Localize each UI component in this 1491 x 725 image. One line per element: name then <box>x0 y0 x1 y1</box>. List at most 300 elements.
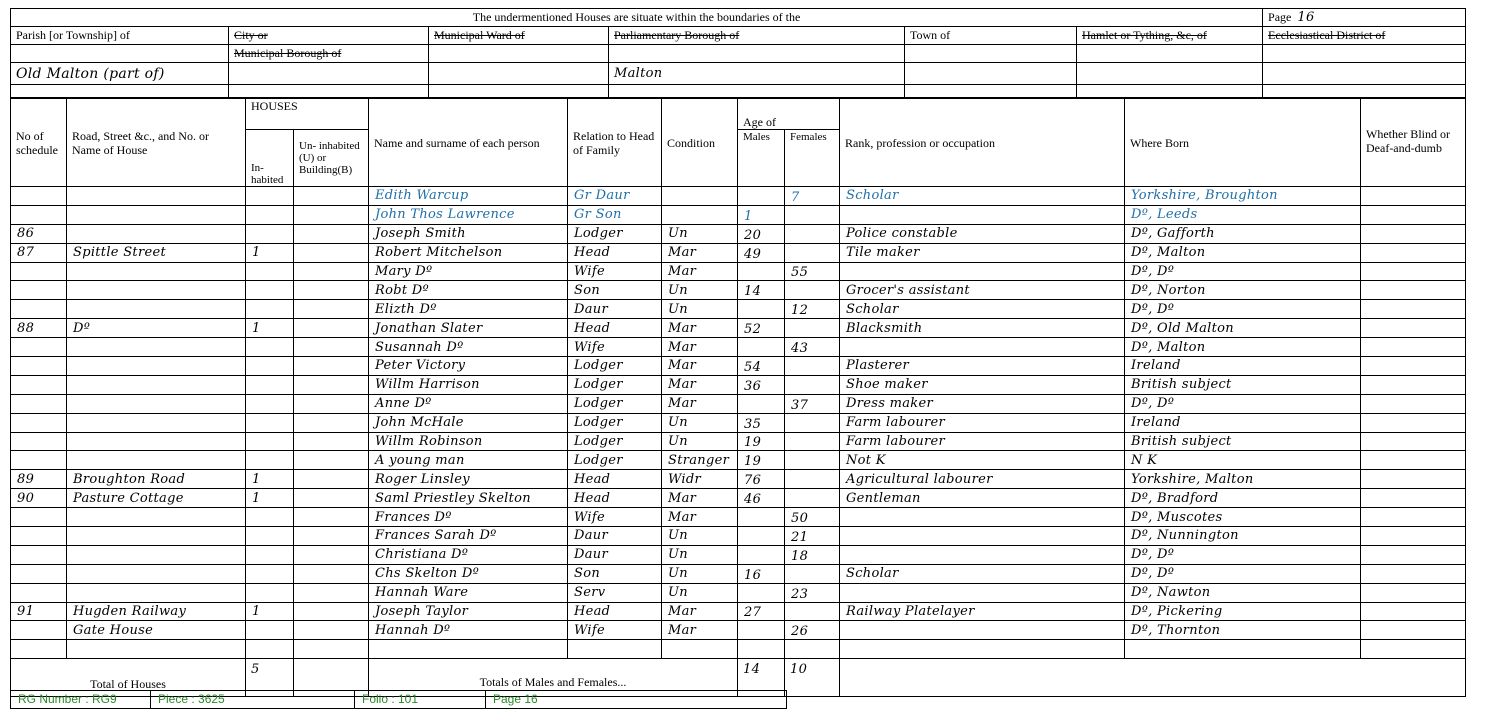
occupation-cell: Police constable <box>840 224 1125 243</box>
relation-cell: Head <box>568 243 662 262</box>
table-row <box>11 602 1466 621</box>
occupation-cell: Farm labourer <box>840 413 1125 432</box>
total-houses-label: Total of Houses <box>11 659 246 697</box>
road-cell: Spittle Street <box>67 243 246 262</box>
inhabited-cell <box>246 394 294 413</box>
blind-cell <box>1361 243 1466 262</box>
relation-cell: Daur <box>568 545 662 564</box>
road-cell <box>67 375 246 394</box>
table-row <box>11 470 1466 489</box>
district-header <box>10 8 1466 98</box>
name-cell: Roger Linsley <box>369 470 568 489</box>
town-label: Town of <box>905 27 1077 45</box>
condition-cell: Un <box>662 545 738 564</box>
inhabited-cell <box>246 640 294 659</box>
males-cell <box>738 621 785 640</box>
total-houses-value: 5 <box>246 659 294 697</box>
occupation-cell: Plasterer <box>840 357 1125 376</box>
table-row <box>11 413 1466 432</box>
name-cell: Chs Skelton Dº <box>369 564 568 583</box>
schedule-cell <box>11 508 67 527</box>
uninhabited-cell <box>294 564 369 583</box>
ward-label: Municipal Ward of <box>429 27 609 45</box>
condition-cell: Un <box>662 583 738 602</box>
condition-cell: Un <box>662 413 738 432</box>
table-row <box>11 394 1466 413</box>
schedule-cell <box>11 300 67 319</box>
road-cell: Broughton Road <box>67 470 246 489</box>
inhabited-cell: 1 <box>246 489 294 508</box>
rg-number: RG Number : RG9 <box>11 691 151 708</box>
name-cell: Mary Dº <box>369 262 568 281</box>
inhabited-cell <box>246 300 294 319</box>
females-cell <box>785 319 840 338</box>
occupation-cell: Shoe maker <box>840 375 1125 394</box>
born-cell: Dº, Malton <box>1125 243 1361 262</box>
road-cell: Hugden Railway <box>67 602 246 621</box>
schedule-cell <box>11 413 67 432</box>
table-row <box>11 187 1466 206</box>
table-row <box>11 621 1466 640</box>
blind-cell <box>1361 319 1466 338</box>
name-cell: Joseph Taylor <box>369 602 568 621</box>
relation-cell: Son <box>568 564 662 583</box>
males-cell <box>738 583 785 602</box>
males-cell: 19 <box>738 451 785 470</box>
females-cell: 23 <box>785 583 840 602</box>
table-row <box>11 527 1466 546</box>
born-cell: Ireland <box>1125 413 1361 432</box>
col-schedule: No of schedule <box>11 99 67 187</box>
relation-cell: Lodger <box>568 375 662 394</box>
parish-value: Old Malton (part of) <box>11 63 229 85</box>
blind-cell <box>1361 451 1466 470</box>
name-cell: Willm Robinson <box>369 432 568 451</box>
road-cell <box>67 300 246 319</box>
road-cell: Pasture Cottage <box>67 489 246 508</box>
schedule-cell <box>11 527 67 546</box>
relation-cell: Head <box>568 319 662 338</box>
occupation-cell: Tile maker <box>840 243 1125 262</box>
inhabited-cell <box>246 187 294 206</box>
inhabited-cell <box>246 413 294 432</box>
born-cell: Dº, Nawton <box>1125 583 1361 602</box>
table-row <box>11 432 1466 451</box>
uninhabited-cell <box>294 508 369 527</box>
condition-cell: Un <box>662 281 738 300</box>
page-number-cell <box>1263 9 1466 27</box>
name-cell: John Thos Lawrence <box>369 205 568 224</box>
schedule-cell <box>11 640 67 659</box>
blind-cell <box>1361 489 1466 508</box>
inhabited-cell: 1 <box>246 319 294 338</box>
occupation-cell: Dress maker <box>840 394 1125 413</box>
males-cell: 52 <box>738 319 785 338</box>
blind-cell <box>1361 470 1466 489</box>
road-cell <box>67 281 246 300</box>
road-cell <box>67 640 246 659</box>
table-row <box>11 205 1466 224</box>
col-relation: Relation to Head of Family <box>568 99 662 187</box>
blind-cell <box>1361 413 1466 432</box>
blind-cell <box>1361 564 1466 583</box>
condition-cell: Mar <box>662 489 738 508</box>
born-cell: British subject <box>1125 432 1361 451</box>
table-row <box>11 489 1466 508</box>
table-row <box>11 357 1466 376</box>
condition-cell: Un <box>662 300 738 319</box>
inhabited-cell <box>246 224 294 243</box>
blind-cell <box>1361 527 1466 546</box>
relation-cell: Head <box>568 470 662 489</box>
females-cell: 7 <box>785 187 840 206</box>
born-cell: Dº, Muscotes <box>1125 508 1361 527</box>
name-cell: Edith Warcup <box>369 187 568 206</box>
males-cell <box>738 262 785 281</box>
inhabited-cell <box>246 508 294 527</box>
inhabited-cell: 1 <box>246 243 294 262</box>
occupation-cell: Gentleman <box>840 489 1125 508</box>
females-cell: 21 <box>785 527 840 546</box>
born-cell: Dº, Old Malton <box>1125 319 1361 338</box>
blind-cell <box>1361 432 1466 451</box>
occupation-cell: Agricultural labourer <box>840 470 1125 489</box>
uninhabited-cell <box>294 621 369 640</box>
name-cell: Anne Dº <box>369 394 568 413</box>
females-cell <box>785 489 840 508</box>
born-cell: N K <box>1125 451 1361 470</box>
condition-cell <box>662 640 738 659</box>
uninhabited-cell <box>294 470 369 489</box>
schedule-cell <box>11 357 67 376</box>
road-cell: Dº <box>67 319 246 338</box>
schedule-cell <box>11 187 67 206</box>
males-cell <box>738 545 785 564</box>
blind-cell <box>1361 357 1466 376</box>
name-cell: Hannah Dº <box>369 621 568 640</box>
males-cell: 1 <box>738 205 785 224</box>
inhabited-cell <box>246 262 294 281</box>
born-cell: Dº, Norton <box>1125 281 1361 300</box>
uninhabited-cell <box>294 338 369 357</box>
males-cell: 54 <box>738 357 785 376</box>
name-cell: Christiana Dº <box>369 545 568 564</box>
name-cell: John McHale <box>369 413 568 432</box>
born-cell: Dº, Bradford <box>1125 489 1361 508</box>
occupation-cell: Railway Platelayer <box>840 602 1125 621</box>
occupation-cell <box>840 583 1125 602</box>
relation-cell: Lodger <box>568 451 662 470</box>
page-label: Page <box>1268 10 1292 24</box>
inhabited-cell <box>246 451 294 470</box>
uninhabited-cell <box>294 451 369 470</box>
females-cell <box>785 432 840 451</box>
females-cell <box>785 640 840 659</box>
relation-cell: Head <box>568 602 662 621</box>
road-cell <box>67 205 246 224</box>
relation-cell: Serv <box>568 583 662 602</box>
uninhabited-cell <box>294 640 369 659</box>
blind-cell <box>1361 375 1466 394</box>
relation-cell: Lodger <box>568 357 662 376</box>
table-row <box>11 375 1466 394</box>
table-row <box>11 319 1466 338</box>
total-males: 14 <box>738 659 785 697</box>
condition-cell: Mar <box>662 243 738 262</box>
road-cell <box>67 338 246 357</box>
road-cell <box>67 262 246 281</box>
females-cell: 55 <box>785 262 840 281</box>
females-cell <box>785 602 840 621</box>
relation-cell: Lodger <box>568 224 662 243</box>
relation-cell: Wife <box>568 338 662 357</box>
schedule-cell <box>11 621 67 640</box>
relation-cell: Wife <box>568 621 662 640</box>
name-cell: Elizth Dº <box>369 300 568 319</box>
inhabited-cell <box>246 375 294 394</box>
inhabited-cell <box>246 205 294 224</box>
males-cell <box>738 394 785 413</box>
col-inhabited: In- habited <box>246 130 294 187</box>
uninhabited-cell <box>294 243 369 262</box>
born-cell: Dº, Gafforth <box>1125 224 1361 243</box>
males-cell: 49 <box>738 243 785 262</box>
schedule-cell <box>11 205 67 224</box>
condition-cell: Mar <box>662 375 738 394</box>
born-cell: Yorkshire, Malton <box>1125 470 1361 489</box>
col-males: Males <box>738 130 785 187</box>
males-cell: 20 <box>738 224 785 243</box>
born-cell: Dº, Dº <box>1125 564 1361 583</box>
condition-cell: Widr <box>662 470 738 489</box>
occupation-cell <box>840 508 1125 527</box>
males-cell: 35 <box>738 413 785 432</box>
inhabited-cell <box>246 545 294 564</box>
uninhabited-cell <box>294 527 369 546</box>
road-cell <box>67 187 246 206</box>
col-road: Road, Street &c., and No. or Name of House <box>67 99 246 187</box>
females-cell: 12 <box>785 300 840 319</box>
census-table <box>10 98 1466 697</box>
schedule-cell <box>11 564 67 583</box>
relation-cell: Wife <box>568 262 662 281</box>
born-cell <box>1125 640 1361 659</box>
uninhabited-cell <box>294 187 369 206</box>
relation-cell <box>568 640 662 659</box>
blind-cell <box>1361 187 1466 206</box>
col-uninhabited: Un- inhabited (U) or Building(B) <box>294 130 369 187</box>
inhabited-cell: 1 <box>246 602 294 621</box>
relation-cell: Wife <box>568 508 662 527</box>
table-row <box>11 583 1466 602</box>
schedule-cell: 86 <box>11 224 67 243</box>
road-cell <box>67 583 246 602</box>
piece-number: Piece : 3625 <box>151 691 355 708</box>
uninhabited-cell <box>294 357 369 376</box>
condition-cell: Mar <box>662 602 738 621</box>
name-cell <box>369 640 568 659</box>
males-cell: 14 <box>738 281 785 300</box>
relation-cell: Lodger <box>568 413 662 432</box>
occupation-cell <box>840 338 1125 357</box>
females-cell <box>785 224 840 243</box>
schedule-cell: 89 <box>11 470 67 489</box>
city-label: City or <box>229 27 429 45</box>
uninhabited-cell <box>294 262 369 281</box>
relation-cell: Head <box>568 489 662 508</box>
inhabited-cell <box>246 583 294 602</box>
condition-cell: Mar <box>662 319 738 338</box>
name-cell: Willm Harrison <box>369 375 568 394</box>
males-cell: 19 <box>738 432 785 451</box>
folio-number: Folio : 101 <box>355 691 486 708</box>
uninhabited-cell <box>294 432 369 451</box>
born-cell: Dº, Dº <box>1125 262 1361 281</box>
road-cell <box>67 357 246 376</box>
schedule-cell <box>11 583 67 602</box>
schedule-cell: 87 <box>11 243 67 262</box>
uninhabited-cell <box>294 205 369 224</box>
blind-cell <box>1361 205 1466 224</box>
males-cell: 36 <box>738 375 785 394</box>
table-row <box>11 300 1466 319</box>
condition-cell <box>662 187 738 206</box>
col-name: Name and surname of each person <box>369 99 568 187</box>
table-row <box>11 262 1466 281</box>
females-cell <box>785 357 840 376</box>
females-cell <box>785 413 840 432</box>
relation-cell: Gr Son <box>568 205 662 224</box>
blind-cell <box>1361 583 1466 602</box>
col-age-of: Age of <box>738 99 840 130</box>
blind-cell <box>1361 640 1466 659</box>
reference-footer <box>10 690 787 709</box>
uninhabited-cell <box>294 489 369 508</box>
road-cell <box>67 527 246 546</box>
table-row <box>11 224 1466 243</box>
schedule-cell <box>11 375 67 394</box>
name-cell: Frances Dº <box>369 508 568 527</box>
males-cell <box>738 640 785 659</box>
blind-cell <box>1361 338 1466 357</box>
blind-cell <box>1361 621 1466 640</box>
table-row <box>11 545 1466 564</box>
table-row <box>11 281 1466 300</box>
name-cell: Hannah Ware <box>369 583 568 602</box>
females-cell: 43 <box>785 338 840 357</box>
blind-cell <box>1361 224 1466 243</box>
road-cell <box>67 394 246 413</box>
table-row <box>11 640 1466 659</box>
relation-cell: Daur <box>568 300 662 319</box>
table-row <box>11 338 1466 357</box>
schedule-cell <box>11 451 67 470</box>
col-females: Females <box>785 130 840 187</box>
name-cell: A young man <box>369 451 568 470</box>
road-cell <box>67 545 246 564</box>
occupation-cell <box>840 205 1125 224</box>
born-cell: British subject <box>1125 375 1361 394</box>
born-cell: Dº, Dº <box>1125 394 1361 413</box>
condition-cell: Mar <box>662 262 738 281</box>
uninhabited-cell <box>294 281 369 300</box>
census-page <box>10 8 1465 697</box>
males-cell <box>738 338 785 357</box>
road-cell <box>67 564 246 583</box>
born-cell: Dº, Nunnington <box>1125 527 1361 546</box>
road-cell <box>67 224 246 243</box>
blind-cell <box>1361 545 1466 564</box>
inhabited-cell: 1 <box>246 470 294 489</box>
occupation-cell: Grocer's assistant <box>840 281 1125 300</box>
uninhabited-cell <box>294 300 369 319</box>
schedule-cell: 90 <box>11 489 67 508</box>
table-row <box>11 243 1466 262</box>
uninhabited-cell <box>294 602 369 621</box>
females-cell <box>785 243 840 262</box>
parl-borough-label: Parliamentary Borough of <box>609 27 905 45</box>
males-cell <box>738 187 785 206</box>
females-cell <box>785 470 840 489</box>
uninhabited-cell <box>294 583 369 602</box>
schedule-cell: 91 <box>11 602 67 621</box>
name-cell: Saml Priestley Skelton <box>369 489 568 508</box>
born-cell: Ireland <box>1125 357 1361 376</box>
females-cell: 50 <box>785 508 840 527</box>
uninhabited-cell <box>294 413 369 432</box>
blind-cell <box>1361 394 1466 413</box>
inhabited-cell <box>246 357 294 376</box>
parl-borough-value: Malton <box>609 63 905 85</box>
col-houses: HOUSES <box>246 99 369 130</box>
blind-cell <box>1361 602 1466 621</box>
inhabited-cell <box>246 338 294 357</box>
hamlet-label: Hamlet or Tything, &c, of <box>1077 27 1263 45</box>
road-cell <box>67 508 246 527</box>
born-cell: Dº, Pickering <box>1125 602 1361 621</box>
born-cell: Dº, Thornton <box>1125 621 1361 640</box>
road-cell <box>67 432 246 451</box>
name-cell: Peter Victory <box>369 357 568 376</box>
occupation-cell <box>840 545 1125 564</box>
name-cell: Frances Sarah Dº <box>369 527 568 546</box>
road-cell <box>67 413 246 432</box>
schedule-cell <box>11 281 67 300</box>
occupation-cell <box>840 262 1125 281</box>
relation-cell: Lodger <box>568 394 662 413</box>
condition-cell: Un <box>662 432 738 451</box>
occupation-cell: Farm labourer <box>840 432 1125 451</box>
schedule-cell <box>11 432 67 451</box>
inhabited-cell <box>246 527 294 546</box>
inhabited-cell <box>246 281 294 300</box>
males-cell <box>738 527 785 546</box>
road-cell <box>67 451 246 470</box>
occupation-cell <box>840 527 1125 546</box>
born-cell: Dº, Dº <box>1125 545 1361 564</box>
occupation-cell <box>840 640 1125 659</box>
parish-label: Parish [or Township] of <box>11 27 229 45</box>
road-cell: Gate House <box>67 621 246 640</box>
males-cell <box>738 508 785 527</box>
table-row <box>11 564 1466 583</box>
inhabited-cell <box>246 432 294 451</box>
females-cell: 37 <box>785 394 840 413</box>
females-cell <box>785 205 840 224</box>
occupation-cell: Blacksmith <box>840 319 1125 338</box>
condition-cell <box>662 205 738 224</box>
occupation-cell: Not K <box>840 451 1125 470</box>
